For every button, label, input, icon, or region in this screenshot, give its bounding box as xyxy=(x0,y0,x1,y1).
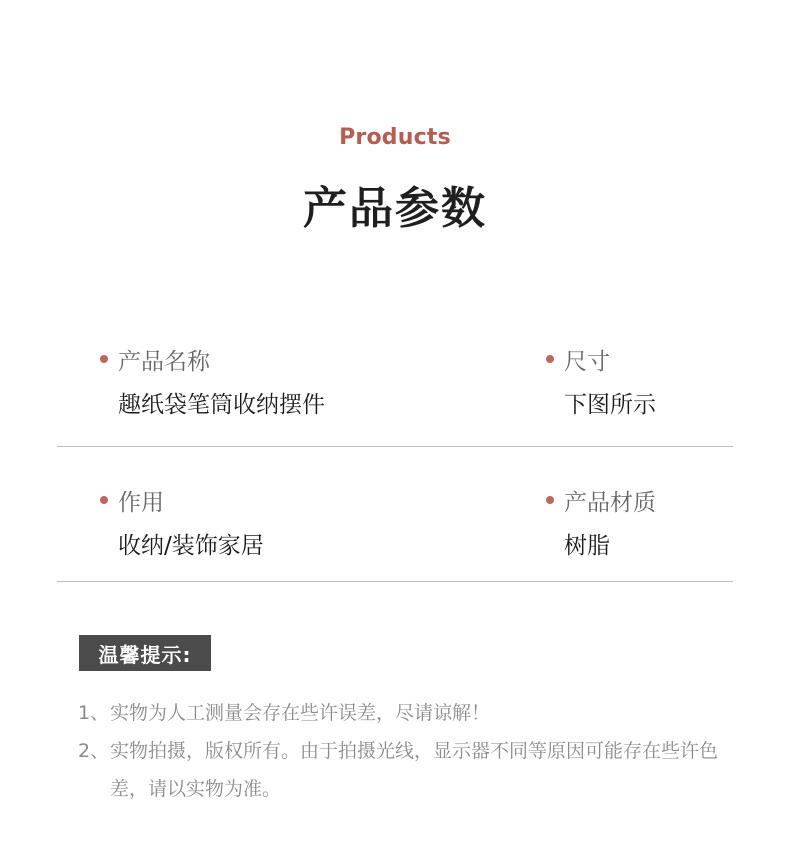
spec-label: 尺寸 xyxy=(564,348,610,375)
row-divider xyxy=(57,581,733,582)
spec-label: 产品材质 xyxy=(564,489,656,516)
row-divider xyxy=(57,446,733,447)
bullet-dot-icon xyxy=(100,355,108,363)
spec-size xyxy=(546,344,656,418)
spec-label: 作用 xyxy=(118,489,164,516)
notice-item xyxy=(78,694,718,732)
page-title: 产品参数 xyxy=(303,183,487,234)
spec-product-name xyxy=(100,344,325,418)
notice-item-number: 2、 xyxy=(78,740,110,762)
bullet-dot-icon xyxy=(546,355,554,363)
notice-item-text: 实物为人工测量会存在些许误差，尽请谅解！ xyxy=(110,702,491,724)
notice-item-number: 1、 xyxy=(78,702,110,724)
spec-label: 产品名称 xyxy=(118,348,210,375)
spec-material xyxy=(546,485,656,559)
spec-value: 收纳/装饰家居 xyxy=(118,533,264,559)
spec-value: 树脂 xyxy=(564,533,610,559)
spec-value: 下图所示 xyxy=(564,392,656,418)
notice-item-text: 实物拍摄，版权所有。由于拍摄光线，显示器不同等原因可能存在些许色差，请以实物为准。 xyxy=(110,740,719,800)
notice-list xyxy=(78,694,718,808)
bullet-dot-icon xyxy=(546,496,554,504)
notice-tag: 温馨提示: xyxy=(79,635,211,671)
spec-value: 趣纸袋笔筒收纳摆件 xyxy=(118,392,325,418)
notice-item xyxy=(78,732,718,808)
spec-usage xyxy=(100,485,264,559)
section-eyebrow: Products xyxy=(339,125,451,150)
bullet-dot-icon xyxy=(100,496,108,504)
